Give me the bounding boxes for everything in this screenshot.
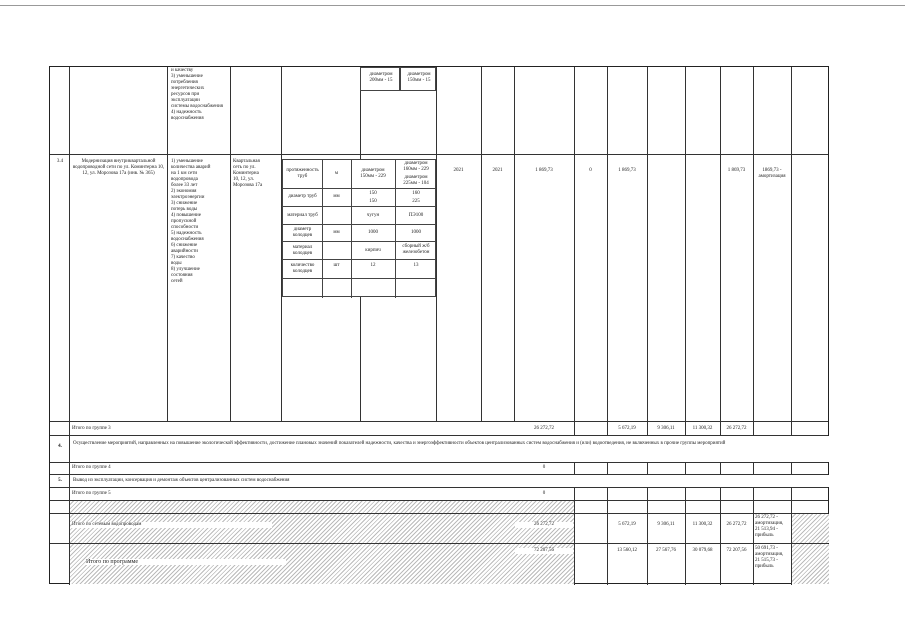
grid-line xyxy=(574,501,575,585)
hatched-area xyxy=(70,501,574,513)
subtable-divider xyxy=(283,241,435,242)
section-4-row xyxy=(58,436,829,462)
grid-line xyxy=(230,67,231,421)
summary-total: 26 272,72 xyxy=(534,426,554,431)
param-after: 13 xyxy=(413,263,419,268)
subtable-divider xyxy=(283,259,435,260)
summary-label: Итого по группе 5 xyxy=(72,491,111,496)
hatched-area xyxy=(70,514,574,543)
section-number: 4. xyxy=(58,444,62,449)
program-total-label: Итого по программе xyxy=(86,559,286,565)
param-before: 1000 xyxy=(368,230,378,235)
cost-year: 1 869,73 xyxy=(727,168,746,173)
grid-line xyxy=(791,67,792,585)
hatched-area xyxy=(792,514,829,543)
grid-line xyxy=(607,67,608,585)
param-label: материал труб xyxy=(287,213,318,218)
subtable-divider xyxy=(351,160,352,298)
row-divider xyxy=(50,462,828,463)
param-cell xyxy=(360,67,400,91)
program-total-value: 30 079,68 xyxy=(692,548,713,553)
param-after: 1000 xyxy=(411,230,421,235)
grid-line xyxy=(481,67,482,421)
param-label: протяженность труб xyxy=(286,168,319,179)
cost-total: 1 869,73 xyxy=(535,168,553,173)
row-number: 3.4 xyxy=(56,159,64,164)
subtable-divider xyxy=(283,278,435,279)
hatched-area xyxy=(792,544,829,584)
param-unit: шт xyxy=(333,263,340,268)
subtable-divider xyxy=(283,224,435,225)
subtable-divider xyxy=(283,188,435,189)
param-after: диаметром 150мм - 15 xyxy=(407,72,431,83)
param-label: диаметр колодцев xyxy=(292,227,313,238)
measure-goals: 1) уменьшение количества аварий на 1 км сети водопровода более 33 лет 2) экономия электроэнергии 3) снижение потерь воды 4) повышение пропускной способности 5) надежность водоснабжения 6) снижение аварийности 7) качество воды 8) улучшение состояния сетей xyxy=(171,159,211,284)
row-divider xyxy=(50,154,828,155)
measure-name: Модернизация внутриквартальной водопроводной сети по ул. Коминтерна 10, 12, ул. Морозова 17а (инв. № 365) xyxy=(72,159,165,176)
measure-location: Квартальная сеть по ул. Коминтерна 10, 12, ул. Морозова 17а xyxy=(233,159,263,188)
param-after: диаметром 160мм - 229 xyxy=(403,161,429,172)
total-investments-value: 5 672,19 xyxy=(618,522,636,527)
param-before: диаметром 150мм - 229 xyxy=(360,168,386,179)
param-after: ПЭ100 xyxy=(408,213,424,218)
total-investments-value: 11 300,32 xyxy=(692,522,713,527)
param-label: диаметр труб xyxy=(288,194,317,199)
summary-value: 5 672,19 xyxy=(618,426,636,431)
program-total-value: 13 560,12 xyxy=(617,548,637,553)
total-investments-note: 26 272,72 - амортизация, 21 513,94 - прибыль xyxy=(755,515,784,538)
grid-line xyxy=(647,67,648,585)
row-divider xyxy=(50,421,828,422)
section-text: Вывод из эксплуатации, консервация и демонтаж объектов централизованных систем водоснабжения xyxy=(73,478,290,483)
goals-continuation: и качеству 3) уменьшение потребления энергетических ресурсов при эксплуатации системы водоснабжения 4) надежность водоснабжения xyxy=(171,68,223,121)
param-unit: мм xyxy=(333,194,340,199)
document-table xyxy=(49,66,829,584)
param-before: кирпич xyxy=(365,248,381,253)
param-after: 160 xyxy=(412,191,420,196)
section-text: Осуществление мероприятий, направленных на повышение экологической эффективности, достижение плановых значений показателей надежности, качества и энергоэффективности объектов централизованных систем водоснабжения и (или) водоотведения, не включенных в прочие группы мероприятий xyxy=(73,441,726,446)
section-number: 5. xyxy=(58,478,62,483)
param-before: чугун xyxy=(366,213,380,218)
summary-total: 0 xyxy=(542,491,546,496)
grid-line xyxy=(753,67,754,585)
grid-line xyxy=(514,67,515,421)
param-before: 150 xyxy=(369,191,377,196)
param-after: 225 xyxy=(412,199,420,204)
funding-source: 1869,73 - амортизация xyxy=(758,168,786,179)
parameters-subtable xyxy=(282,159,436,297)
summary-label: Итого по группе 4 xyxy=(72,465,111,470)
param-after: сборный ж/б железобетон xyxy=(402,244,430,255)
param-before: диаметром 200мм - 15 xyxy=(369,72,393,83)
year-end: 2021 xyxy=(492,168,503,173)
total-investments-sum: 26 272,72 xyxy=(515,522,573,528)
program-total-sum: 72 207,56 xyxy=(515,548,573,554)
year-start: 2021 xyxy=(453,168,464,173)
param-after: диаметром 225мм - 104 xyxy=(403,175,429,186)
grid-line xyxy=(167,67,168,421)
program-total-value: 72 207,56 xyxy=(726,548,747,553)
param-label: материал колодцев xyxy=(292,245,313,256)
param-before: 12 xyxy=(370,263,376,268)
subtable-divider xyxy=(283,206,435,207)
cost-year: 1 869,73 xyxy=(618,168,636,173)
total-investments-label: Итого по сетевым водопроводам xyxy=(72,522,272,528)
program-total-note: 50 691,73 - амортизация, 21 515,73 - прибыль xyxy=(755,546,784,569)
subtable-divider xyxy=(322,160,323,298)
grid-line xyxy=(685,67,686,585)
grid-line xyxy=(720,67,721,585)
summary-value: 11 300,32 xyxy=(692,426,713,431)
param-unit: мм xyxy=(333,230,340,235)
summary-label: Итого по группе 3 xyxy=(72,426,111,431)
total-investments-value: 9 306,11 xyxy=(657,522,675,527)
cost-zero: 0 xyxy=(589,168,592,173)
row-divider xyxy=(50,487,828,488)
total-investments-value: 26 272,72 xyxy=(726,522,747,527)
summary-value: 26 272,72 xyxy=(726,426,747,431)
program-total-value: 27 567,76 xyxy=(656,548,676,553)
param-label: количество колодцев xyxy=(290,263,315,274)
section-5-row xyxy=(58,475,829,487)
summary-total: 0 xyxy=(542,465,546,470)
param-unit: м xyxy=(334,171,339,176)
grid-line xyxy=(436,67,437,421)
param-cell xyxy=(400,67,436,91)
top-rule xyxy=(0,5,905,6)
summary-value: 9 306,11 xyxy=(657,426,675,431)
param-before: 150 xyxy=(369,199,377,204)
